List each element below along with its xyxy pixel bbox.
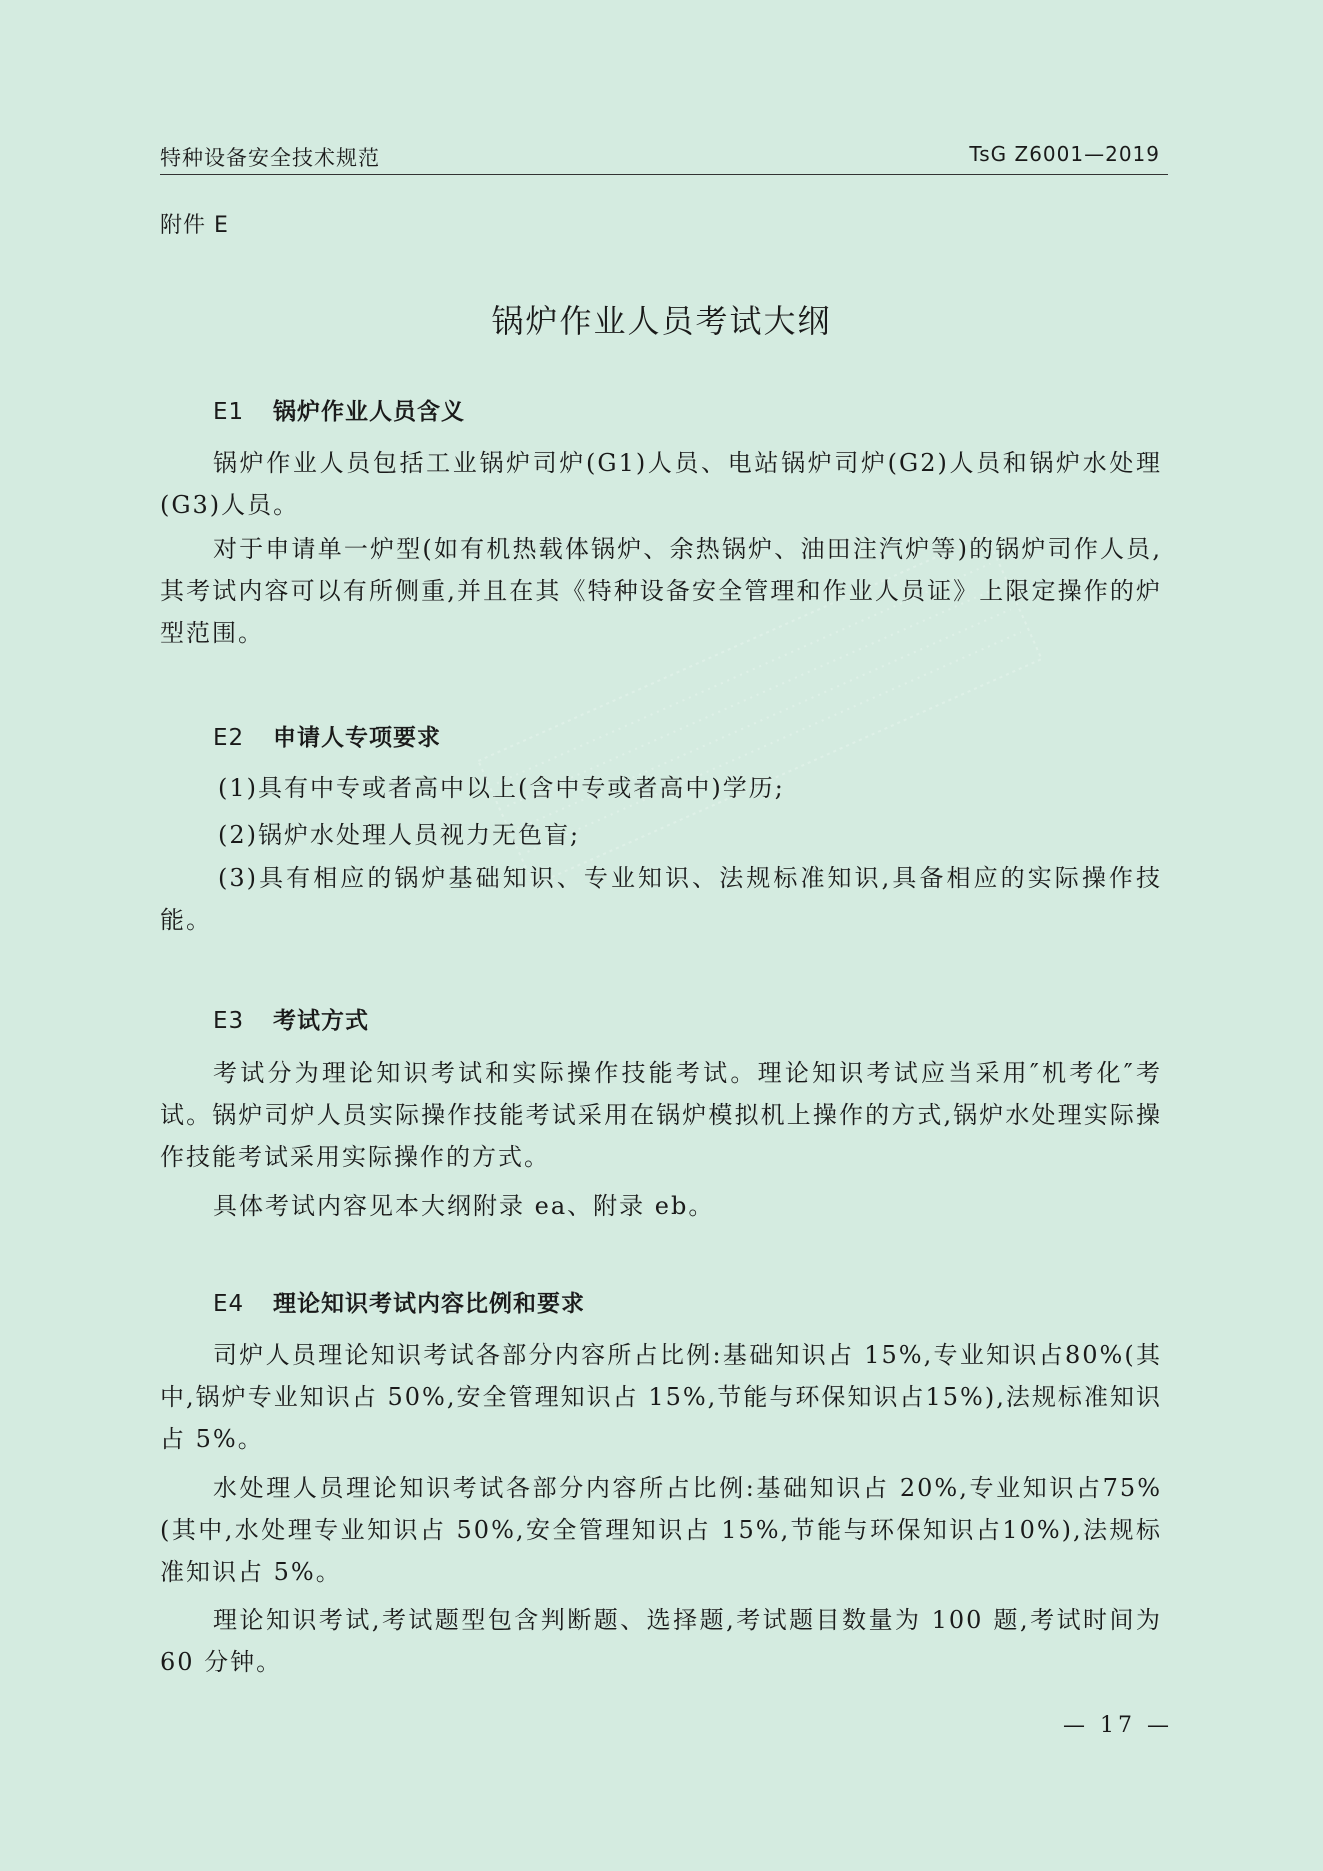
paragraph: 对于申请单一炉型(如有机热载体锅炉、余热锅炉、油田注汽炉等)的锅炉司作人员,其考试内容可以有所侧重,并且在其《特种设备安全管理和作业人员证》上限定操作的炉型范围。 <box>160 535 1162 647</box>
paragraph: 锅炉作业人员包括工业锅炉司炉(G1)人员、电站锅炉司炉(G2)人员和锅炉水处理(G3)人员。 <box>160 449 1162 519</box>
section-title: 申请人专项要求 <box>273 725 441 751</box>
paragraph: 水处理人员理论知识考试各部分内容所占比例:基础知识占 20%,专业知识占75%(其中,水处理专业知识占 50%,安全管理知识占 15%,节能与环保知识占10%),法规标准知识占 5%。 <box>160 1474 1162 1586</box>
section-heading-e3 <box>213 1002 369 1035</box>
paragraph: 具体考试内容见本大纲附录 ea、附录 eb。 <box>213 1192 715 1220</box>
section-number: E1 <box>213 399 245 425</box>
header-standard-code: TsG Z6001—2019 <box>969 142 1160 166</box>
paragraph: 考试分为理论知识考试和实际操作技能考试。理论知识考试应当采用″机考化″考试。锅炉司炉人员实际操作技能考试采用在锅炉模拟机上操作的方式,锅炉水处理实际操作技能考试采用实际操作的方式。 <box>160 1059 1162 1171</box>
section-heading-e1 <box>213 393 465 426</box>
appendix-label: 附件 E <box>160 213 229 238</box>
section-number: E4 <box>213 1291 245 1317</box>
paragraph: 司炉人员理论知识考试各部分内容所占比例:基础知识占 15%,专业知识占80%(其中,锅炉专业知识占 50%,安全管理知识占 15%,节能与环保知识占15%),法规标准知识占 5%。 <box>160 1341 1162 1453</box>
document-title: 锅炉作业人员考试大纲 <box>491 302 832 340</box>
header-standard-name: 特种设备安全技术规范 <box>160 146 380 170</box>
list-item: (3)具有相应的锅炉基础知识、专业知识、法规标准知识,具备相应的实际操作技能。 <box>160 864 1162 934</box>
list-item: (1)具有中专或者高中以上(含中专或者高中)学历; <box>218 774 785 802</box>
page-header <box>160 140 1168 175</box>
section-title: 锅炉作业人员含义 <box>273 399 465 425</box>
section-title: 理论知识考试内容比例和要求 <box>273 1291 585 1317</box>
section-title: 考试方式 <box>273 1008 369 1034</box>
section-number: E2 <box>213 725 245 751</box>
page-number: — 17 — <box>1063 1713 1173 1738</box>
section-heading-e2 <box>213 719 441 752</box>
section-number: E3 <box>213 1008 245 1034</box>
list-item: (2)锅炉水处理人员视力无色盲; <box>218 821 581 849</box>
section-heading-e4 <box>213 1285 585 1318</box>
paragraph: 理论知识考试,考试题型包含判断题、选择题,考试题目数量为 100 题,考试时间为 60 分钟。 <box>160 1606 1162 1676</box>
